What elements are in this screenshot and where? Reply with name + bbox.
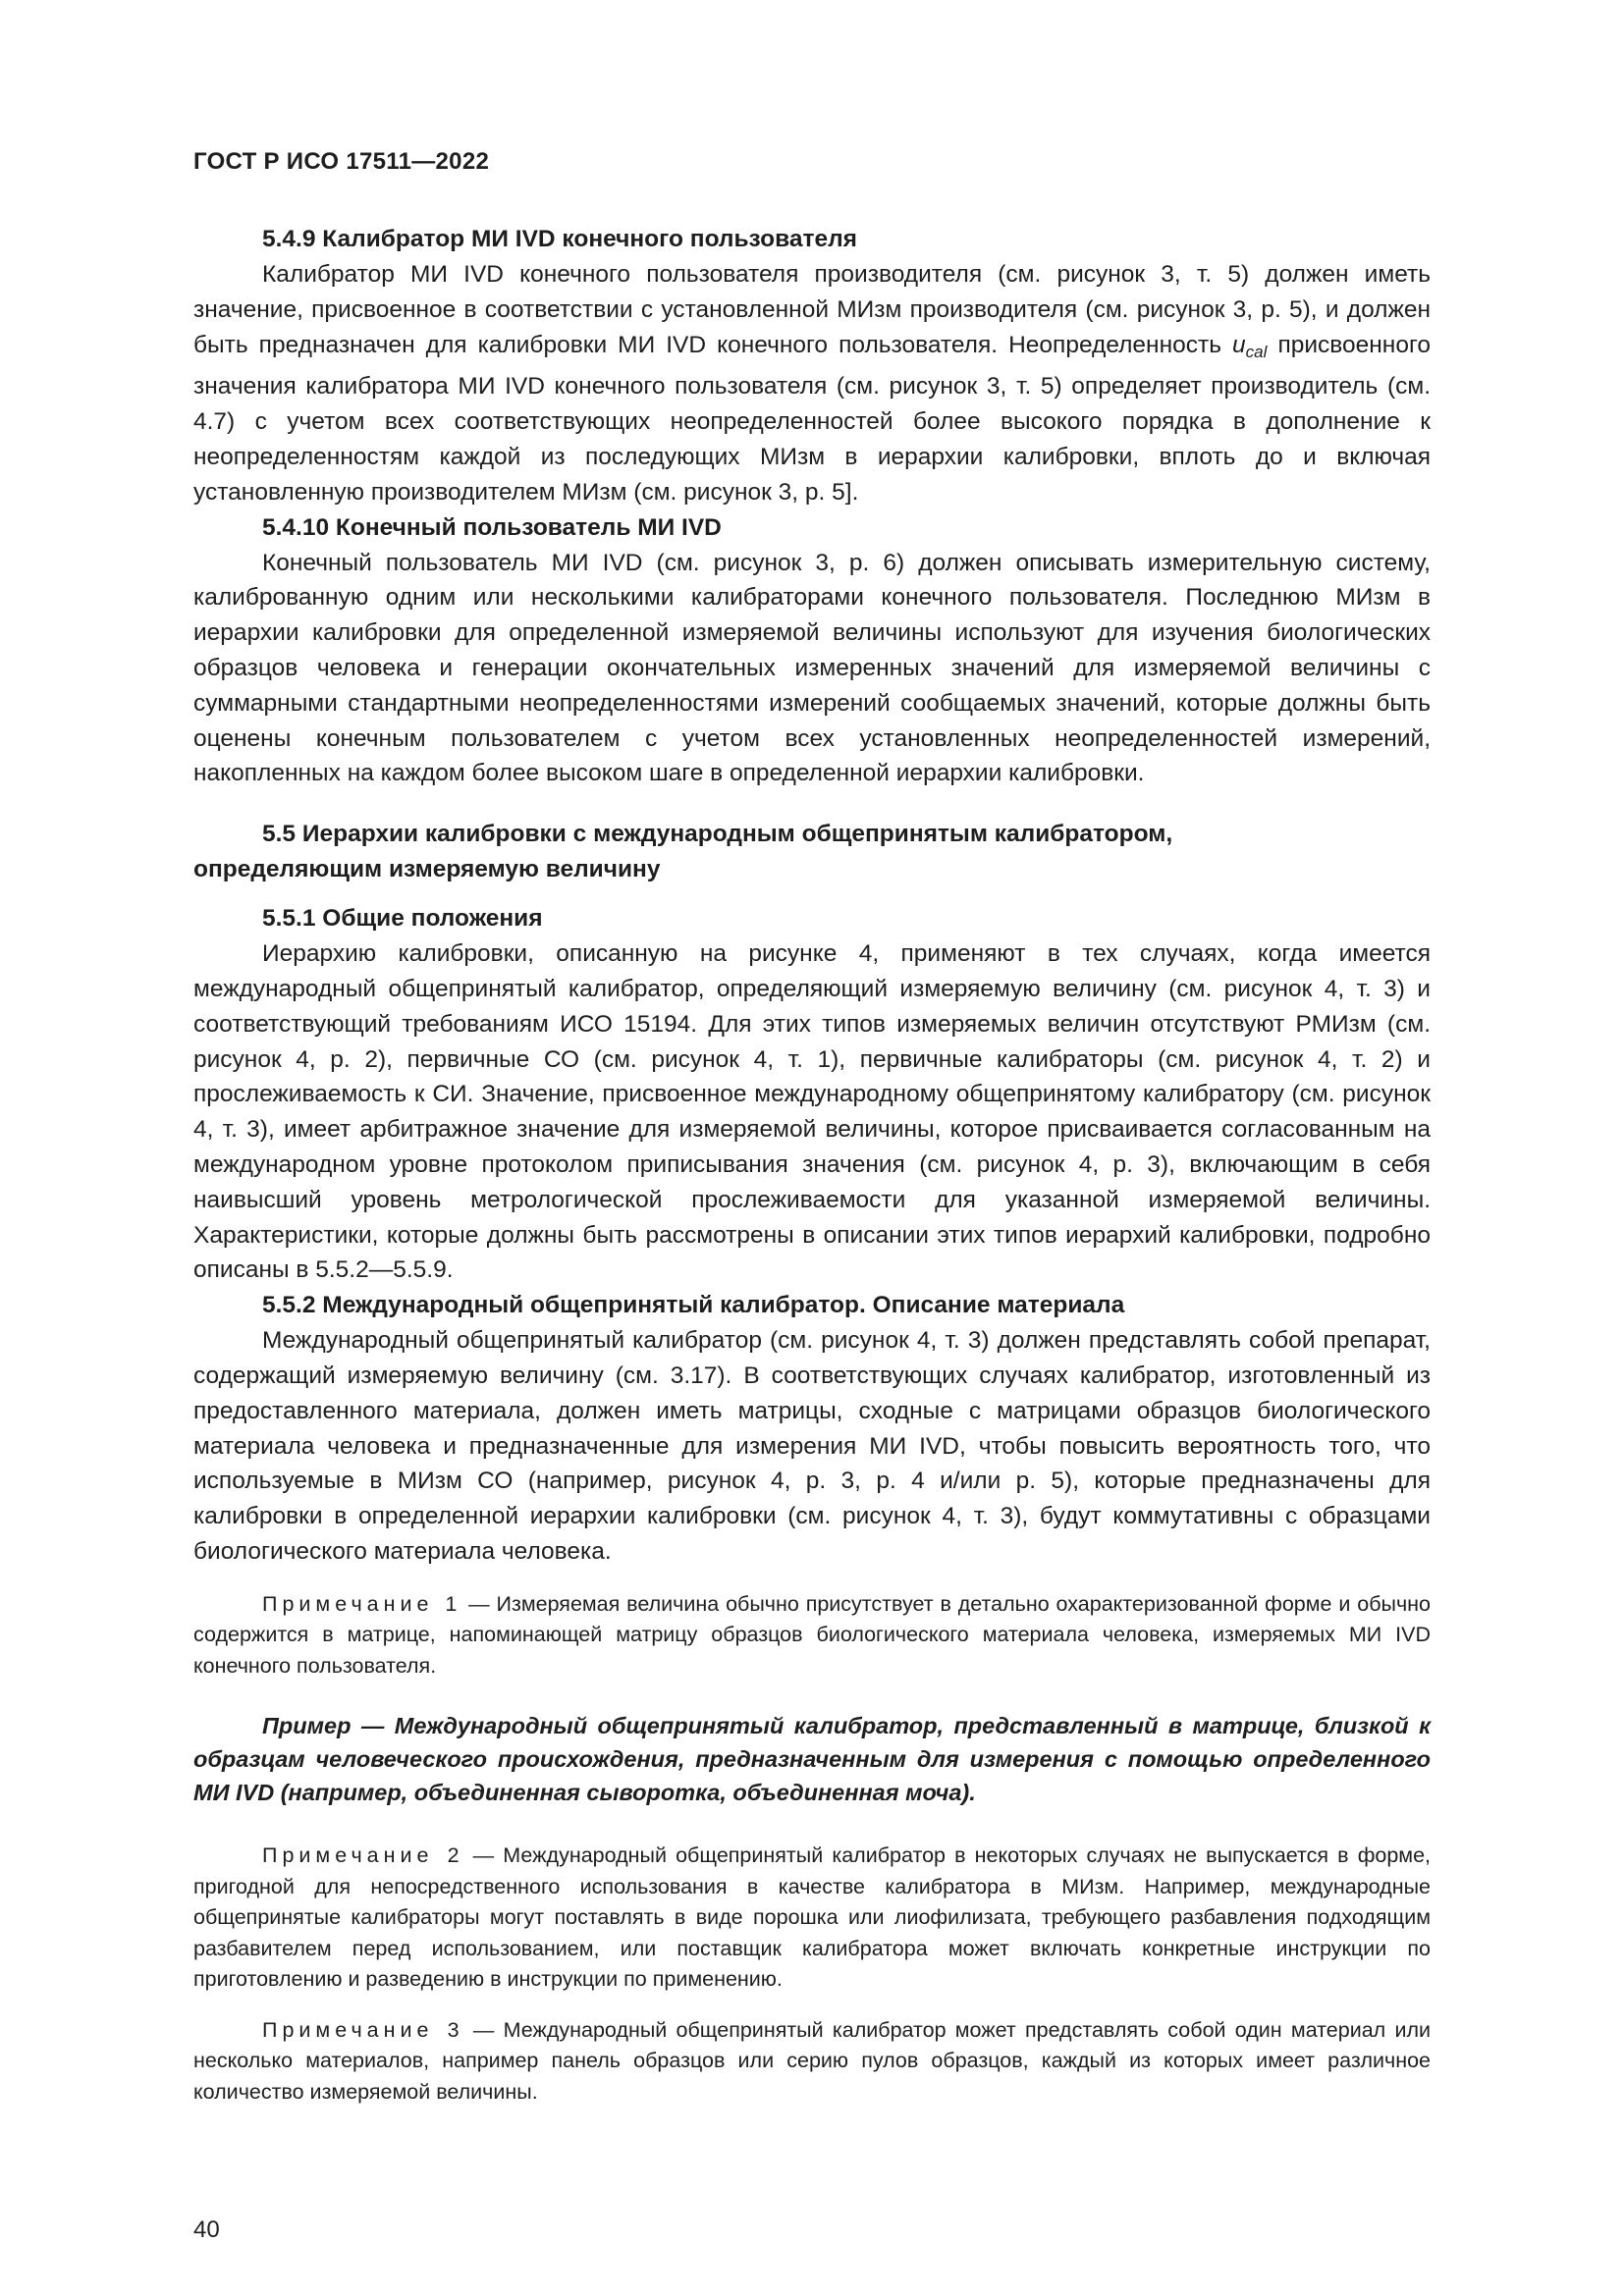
section-5-5-1-heading: 5.5.1 Общие положения: [262, 905, 543, 933]
section-5-4-9-paragraph: [193, 257, 1431, 510]
document-header: ГОСТ Р ИСО 17511—2022: [193, 148, 490, 175]
note-1-text: — Измеряемая величина обычно присутствует в детально охарактеризованной форме и обычно содержится в матрице, напоминающей матрицу образцов биологического материала человека, измеряемых МИ IVD конечного пользователя.: [193, 1591, 1431, 1678]
section-5-4-9-text-after: присвоенного значения калибратора МИ IVD конечного пользователя (см. рисунок 3, т. 5) определяет производитель (см. 4.7) с учетом всех соответствующих неопределенностей более высокого порядка в дополнение к неопределенностям каждой из последующих МИзм в иерархии калибровки, вплоть до и включая установленную производителем МИзм (см. рисунок 3, р. 5].: [193, 331, 1431, 506]
section-5-5-2-heading: 5.5.2 Международный общепринятый калибратор. Описание материала: [262, 1292, 1125, 1319]
note-2-lead: Примечание 2: [262, 1843, 464, 1868]
section-5-4-10-paragraph: Конечный пользователь МИ IVD (см. рисунок 3, р. 6) должен описывать измерительную систему, калиброванную одним или несколькими калибраторами конечного пользователя. Последнюю МИзм в иерархии калибровки для определенной измеряемой величины используют для изучения биологических образцов человека и генерации окончательных измеренных значений для измеряемой величины с суммарными стандартными неопределенностями измерений сообщаемых значений, которые должны быть оценены конечным пользователем с учетом всех установленных неопределенностей измерений, накопленных на каждом более высоком шаге в определенной иерархии калибровки.: [193, 549, 1431, 787]
section-5-5-2-paragraph: Международный общепринятый калибратор (см. рисунок 4, т. 3) должен представлять собой препарат, содержащий измеряемую величину (см. 3.17). В соответствующих случаях калибратор, изготовленный из предоставленного материала, должен иметь матрицы, сходные с матрицами образцов биологического материала человека и предназначенные для измерения МИ IVD, чтобы повысить вероятность того, что используемые в МИзм СО (например, рисунок 4, р. 3, р. 4 и/или р. 5), которые предназначены для калибровки в определенной иерархии калибровки (см. рисунок 4, т. 3), будут коммутативны с образцами биологического материала человека.: [193, 1327, 1431, 1565]
section-5-5-heading: [193, 817, 1431, 887]
note-3: [193, 2015, 1431, 2109]
note-1-lead: Примечание 1: [262, 1591, 462, 1616]
example-text: Пример — Международный общепринятый калибратор, представленный в матрице, близкой к образцам человеческого происхождения, предназначенным для измерения с помощью определенного МИ IVD (например, объединенная сыворотка, объединенная моча).: [193, 1713, 1431, 1806]
document-body: [193, 222, 1431, 2108]
section-5-5-heading-line1: 5.5 Иерархии калибровки с международным общепринятым калибратором,: [262, 821, 1173, 848]
uncertainty-symbol: u: [1232, 331, 1246, 358]
uncertainty-subscript: cal: [1245, 342, 1268, 361]
page-number: 40: [193, 2216, 220, 2243]
section-5-4-9-heading: 5.4.9 Калибратор МИ IVD конечного пользователя: [262, 226, 857, 252]
note-3-lead: Примечание 3: [262, 2017, 464, 2042]
section-5-4-10-heading: 5.4.10 Конечный пользователь МИ IVD: [262, 513, 722, 541]
section-5-5-heading-line2: определяющим измеряемую величину: [193, 856, 661, 883]
section-5-5-1-paragraph: Иерархию калибровки, описанную на рисунке 4, применяют в тех случаях, когда имеется международный общепринятый калибратор, определяющий измеряемую величину (см. рисунок 4, т. 3) и соответствующий требованиям ИСО 15194. Для этих типов измеряемых величин отсутствуют РМИзм (см. рисунок 4, р. 2), первичные СО (см. рисунок 4, т. 1), первичные калибраторы (см. рисунок 4, т. 2) и прослеживаемость к СИ. Значение, присвоенное международному общепринятому калибратору (см. рисунок 4, т. 3), имеет арбитражное значение для измеряемой величины, которое присваивается согласованным на международном уровне протоколом приписывания значения (см. рисунок 4, р. 3), включающим в себя наивысший уровень метрологической прослеживаемости для указанной измеряемой величины. Характеристики, которые должны быть рассмотрены в описании этих типов иерархий калибровки, подробно описаны в 5.5.2—5.5.9.: [193, 940, 1431, 1284]
section-5-4-9-text-before: Калибратор МИ IVD конечного пользователя производителя (см. рисунок 3, т. 5) должен иметь значение, присвоенное в соответствии с установленной МИзм производителя (см. рисунок 3, р. 5), и должен быть предназначен для калибровки МИ IVD конечного пользователя. Неопределенность: [193, 261, 1431, 358]
note-3-text: — Международный общепринятый калибратор может представлять собой один материал или несколько материалов, например панель образцов или серию пулов образцов, каждый из которых имеет различное количество измеряемой величины.: [193, 2017, 1432, 2104]
note-1: [193, 1589, 1431, 1682]
note-2-text: — Международный общепринятый калибратор в некоторых случаях не выпускается в форме, пригодной для непосредственного использования в качестве калибратора в МИзм. Например, международные общепринятые калибраторы могут поставлять в виде порошка или лиофилизата, требующего разбавления подходящим разбавителем перед использованием, или поставщик калибратора может включать конкретные инструкции по приготовлению и разведению в инструкции по применению.: [193, 1843, 1432, 1992]
note-2: [193, 1841, 1431, 1996]
